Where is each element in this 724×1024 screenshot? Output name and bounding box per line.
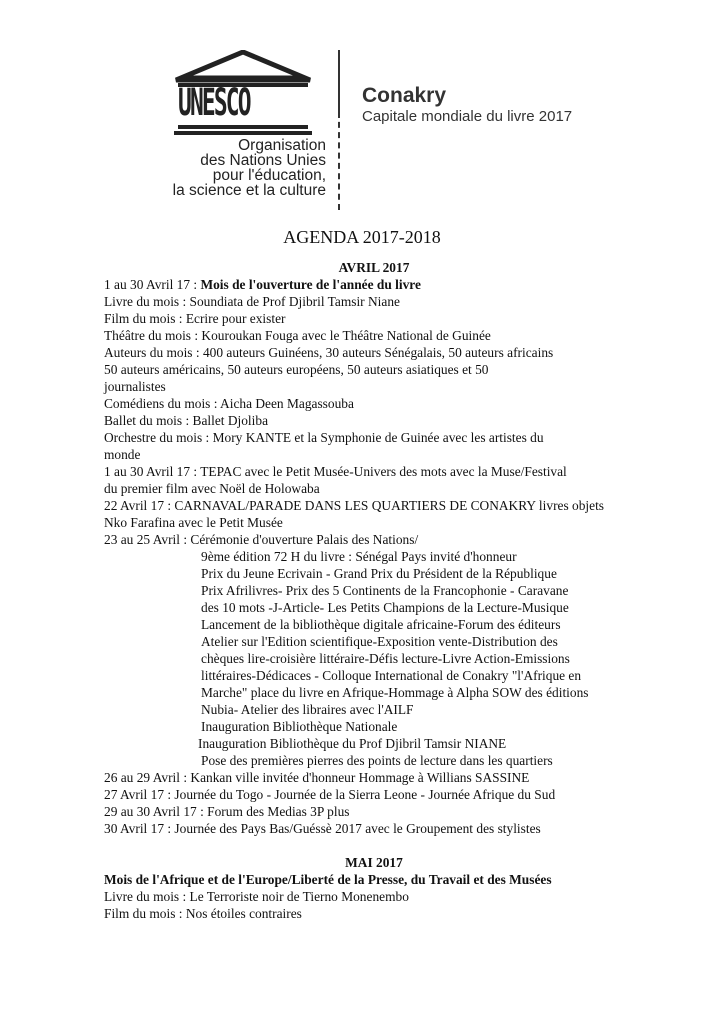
section-gap xyxy=(104,837,644,854)
agenda-line: Orchestre du mois : Mory KANTE et la Symphonie de Guinée avec les artistes du xyxy=(104,430,544,445)
agenda-line: Livre du mois : Le Terroriste noir de Tierno Monenembo xyxy=(104,889,409,904)
agenda-subline: Inauguration Bibliothèque Nationale xyxy=(201,719,398,734)
agenda-subline: Pose des premières pierres des points de lecture dans les quartiers xyxy=(201,753,553,768)
april-opening-line xyxy=(104,276,644,293)
agenda-line: Auteurs du mois : 400 auteurs Guinéens, 30 auteurs Sénégalais, 50 auteurs africains xyxy=(104,345,554,360)
agenda-line: Film du mois : Ecrire pour exister xyxy=(104,311,286,326)
agenda-title: AGENDA 2017-2018 xyxy=(283,227,441,247)
agenda-subline: Prix Afrilivres- Prix des 5 Continents de la Francophonie - Caravane xyxy=(201,583,569,598)
agenda-subline: 9ème édition 72 H du livre : Sénégal Pays invité d'honneur xyxy=(201,549,517,564)
month-theme: Mois de l'Afrique et de l'Europe/Liberté de la Presse, du Travail et des Musées xyxy=(104,872,552,887)
org-line: des Nations Unies xyxy=(200,152,326,169)
agenda-subline: Lancement de la bibliothèque digitale africaine-Forum des éditeurs xyxy=(201,617,561,632)
agenda-subline: littéraires-Dédicaces - Colloque International de Conakry "l'Afrique en xyxy=(201,668,582,683)
agenda-line: 30 Avril 17 : Journée des Pays Bas/Guéssè 2017 avec le Groupement des stylistes xyxy=(104,821,541,836)
agenda-subline: Prix du Jeune Ecrivain - Grand Prix du Président de la République xyxy=(201,566,557,581)
agenda-subline: Marche" place du livre en Afrique-Hommage à Alpha SOW des éditions xyxy=(201,685,589,700)
unesco-letters: UNESCO xyxy=(178,81,250,124)
organisation-name xyxy=(118,138,326,198)
agenda-subline: Atelier sur l'Edition scientifique-Exposition vente-Distribution des xyxy=(201,634,558,649)
agenda-line: 1 au 30 Avril 17 : TEPAC avec le Petit Musée-Univers des mots avec la Muse/Festival xyxy=(104,464,567,479)
agenda-line: 22 Avril 17 : CARNAVAL/PARADE DANS LES QUARTIERS DE CONAKRY livres objets xyxy=(104,498,605,513)
agenda-subline: des 10 mots -J-Article- Les Petits Champions de la Lecture-Musique xyxy=(201,600,569,615)
agenda-line: Film du mois : Nos étoiles contraires xyxy=(104,906,302,921)
month-theme: Mois de l'ouverture de l'année du livre xyxy=(200,277,421,292)
org-line: pour l'éducation, xyxy=(212,167,326,184)
agenda-line: 50 auteurs américains, 50 auteurs européens, 50 auteurs asiatiques et 50 xyxy=(104,362,489,377)
agenda-line: 26 au 29 Avril : Kankan ville invitée d'honneur Hommage à Willians SASSINE xyxy=(104,770,530,785)
agenda-line: 23 au 25 Avril : Cérémonie d'ouverture Palais des Nations/ xyxy=(104,532,419,547)
agenda-line: du premier film avec Noël de Holowaba xyxy=(104,481,320,496)
agenda-line: monde xyxy=(104,447,141,462)
agenda-line: Ballet du mois : Ballet Djoliba xyxy=(104,413,269,428)
agenda-line: Livre du mois : Soundiata de Prof Djibril Tamsir Niane xyxy=(104,294,400,309)
agenda-line: journalistes xyxy=(104,379,166,394)
city-subtitle: Capitale mondiale du livre 2017 xyxy=(362,108,573,125)
city-title: Conakry xyxy=(362,84,447,107)
agenda-line: 29 au 30 Avril 17 : Forum des Medias 3P plus xyxy=(104,804,350,819)
agenda-line: Théâtre du mois : Kouroukan Fouga avec le Théâtre National de Guinée xyxy=(104,328,491,343)
section-heading-april: AVRIL 2017 xyxy=(338,260,410,275)
agenda-subline: Inauguration Bibliothèque du Prof Djibril Tamsir NIANE xyxy=(198,736,507,751)
agenda-line: Comédiens du mois : Aicha Deen Magassouba xyxy=(104,396,354,411)
agenda-subline: chèques lire-croisière littéraire-Défis lecture-Livre Action-Emissions xyxy=(201,651,570,666)
letterhead xyxy=(0,0,724,215)
agenda-subline: Nubia- Atelier des libraires avec l'AILF xyxy=(201,702,414,717)
agenda-line: 27 Avril 17 : Journée du Togo - Journée de la Sierra Leone - Journée Afrique du Sud xyxy=(104,787,556,802)
date-prefix: 1 au 30 Avril 17 : xyxy=(104,277,201,292)
agenda-content xyxy=(104,259,644,922)
section-heading-may: MAI 2017 xyxy=(345,855,403,870)
header-divider-solid xyxy=(338,50,340,118)
agenda-line: Nko Farafina avec le Petit Musée xyxy=(104,515,283,530)
org-line: Organisation xyxy=(238,137,326,154)
org-line: la science et la culture xyxy=(172,182,326,199)
